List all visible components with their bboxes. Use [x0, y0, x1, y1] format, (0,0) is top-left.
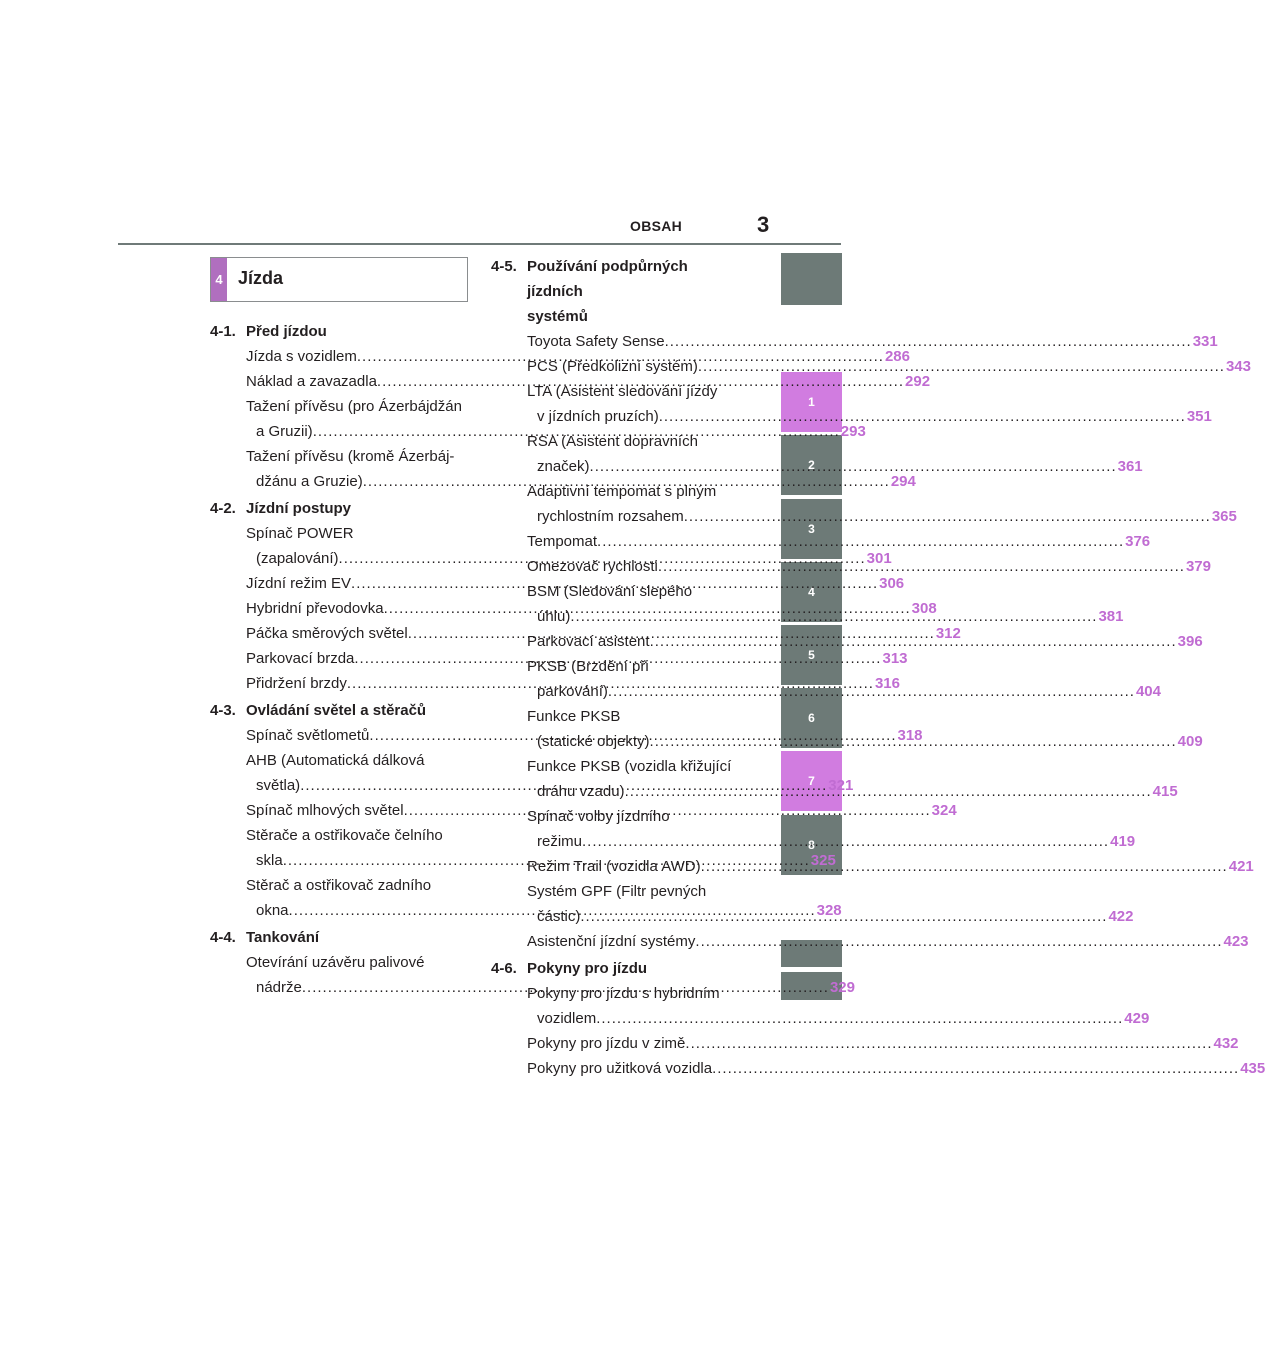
- chapter-tab-5[interactable]: 5: [781, 625, 842, 685]
- entry-page-number[interactable]: 286: [884, 348, 910, 365]
- entry-text: (zapalování): [256, 550, 339, 567]
- entry-text: RSA (Asistent dopravních: [527, 433, 698, 450]
- entry-text: Systém GPF (Filtr pevných: [527, 883, 707, 900]
- chapter-tab-6[interactable]: 6: [781, 688, 842, 748]
- entry-text: Spínač volby jízdního: [527, 808, 670, 825]
- entry-text: PKSB (Brzdění při: [527, 658, 649, 675]
- entry-text: (statické objekty): [537, 733, 650, 750]
- group-number: 4-1.: [210, 323, 236, 340]
- group-title: Před jízdou: [246, 323, 327, 340]
- entry-text: Adaptivní tempomat s plným: [527, 483, 717, 500]
- entry-page-number[interactable]: 343: [1225, 358, 1251, 375]
- dot-leader: [570, 608, 1097, 625]
- toc-entry[interactable]: [491, 1031, 1239, 1056]
- toc-group-heading[interactable]: [210, 496, 466, 521]
- chapter-tab-1[interactable]: 1: [781, 372, 842, 432]
- entry-page-number[interactable]: 318: [897, 727, 923, 744]
- entry-page-number[interactable]: 293: [840, 423, 866, 440]
- toc-entry[interactable]: [491, 1056, 1265, 1081]
- entry-text: Spínač mlhových světel: [246, 802, 404, 819]
- header-title: OBSAH: [630, 218, 683, 234]
- entry-text: Omezovač rychlosti: [527, 558, 658, 575]
- entry-text: značek): [537, 458, 590, 475]
- group-number: 4-6.: [491, 960, 517, 977]
- toc-entry[interactable]: [491, 529, 1151, 554]
- entry-page-number[interactable]: 435: [1240, 1060, 1265, 1077]
- entry-text: Pokyny pro užitková vozidla: [527, 1060, 713, 1077]
- group-title: [527, 254, 747, 329]
- dot-leader: [608, 683, 1135, 700]
- entry-page-number[interactable]: 328: [816, 902, 842, 919]
- entry-text: AHB (Automatická dálková: [246, 752, 425, 769]
- dot-leader: [582, 833, 1109, 850]
- dot-leader: [597, 533, 1124, 550]
- entry-text: Spínač POWER: [246, 525, 354, 542]
- entry-page-number[interactable]: 396: [1177, 633, 1203, 650]
- entry-text: Pokyny pro jízdu s hybridním: [527, 985, 720, 1002]
- group-number: 4-3.: [210, 702, 236, 719]
- dot-leader: [712, 1060, 1239, 1077]
- entry-page-number[interactable]: 361: [1117, 458, 1143, 475]
- entry-text: dráhu vzadu): [537, 783, 625, 800]
- entry-page-number[interactable]: 381: [1098, 608, 1124, 625]
- entry-text: okna: [256, 902, 289, 919]
- entry-page-number[interactable]: 321: [828, 777, 854, 794]
- entry-text: Funkce PKSB: [527, 708, 621, 725]
- dot-leader: [701, 858, 1228, 875]
- entry-text: Jízda s vozidlem: [246, 348, 357, 365]
- entry-text: Jízdní režim EV: [246, 575, 352, 592]
- dot-leader: [596, 1010, 1123, 1027]
- entry-text: Hybridní převodovka: [246, 600, 384, 617]
- toc-group-heading[interactable]: [210, 698, 466, 723]
- entry-text: režimu: [537, 833, 583, 850]
- entry-page-number[interactable]: 331: [1192, 333, 1218, 350]
- entry-page-number[interactable]: 316: [874, 675, 900, 692]
- entry-page-number[interactable]: 301: [866, 550, 892, 567]
- entry-text: Pokyny pro jízdu v zimě: [527, 1035, 686, 1052]
- page-number: 3: [757, 212, 770, 237]
- group-title: Jízdní postupy: [246, 500, 351, 517]
- entry-page-number[interactable]: 423: [1223, 933, 1249, 950]
- toc-entry[interactable]: [491, 929, 1249, 954]
- entry-text: parkování): [537, 683, 608, 700]
- entry-text: Režim Trail (vozidla AWD): [527, 858, 701, 875]
- entry-text: BSM (Sledování slepého: [527, 583, 693, 600]
- dot-leader: [665, 333, 1192, 350]
- entry-page-number[interactable]: 432: [1213, 1035, 1239, 1052]
- entry-text: PCS (Předkolizní systém): [527, 358, 698, 375]
- entry-text: Páčka směrových světel: [246, 625, 408, 642]
- section-header: [210, 257, 468, 302]
- entry-page-number[interactable]: 306: [879, 575, 905, 592]
- toc-group-heading[interactable]: [210, 319, 466, 344]
- group-number: 4-5.: [491, 258, 517, 275]
- entry-text: Tažení přívěsu (kromě Ázerbáj-: [246, 448, 455, 465]
- entry-text: Parkovací brzda: [246, 650, 355, 667]
- entry-text: Spínač světlometů: [246, 727, 370, 744]
- group-title-line: systémů: [527, 308, 588, 325]
- entry-text: nádrže: [256, 979, 302, 996]
- entry-text: Parkovací asistent: [527, 633, 650, 650]
- group-title-line: Používání podpůrných jízdních: [527, 258, 688, 300]
- chapter-tab-2[interactable]: 2: [781, 435, 842, 495]
- dot-leader: [658, 558, 1185, 575]
- entry-page-number[interactable]: 313: [882, 650, 908, 667]
- entry-text: Náklad a zavazadla: [246, 373, 377, 390]
- entry-page-number[interactable]: 294: [890, 473, 916, 490]
- toc-group-heading[interactable]: [491, 254, 747, 329]
- entry-page-number[interactable]: 324: [931, 802, 957, 819]
- group-title: Tankování: [246, 929, 320, 946]
- dot-leader: [684, 508, 1211, 525]
- dot-leader: [580, 908, 1107, 925]
- entry-text: Stěrač a ostřikovač zadního: [246, 877, 432, 894]
- entry-text: Stěrače a ostřikovače čelního: [246, 827, 443, 844]
- section-number: 4: [211, 258, 227, 301]
- entry-text: vozidlem: [537, 1010, 597, 1027]
- chapter-tab-8[interactable]: 8: [781, 815, 842, 875]
- dot-leader: [659, 408, 1186, 425]
- entry-page-number[interactable]: 308: [911, 600, 937, 617]
- entry-page-number[interactable]: 404: [1135, 683, 1161, 700]
- entry-page-number[interactable]: 422: [1108, 908, 1134, 925]
- entry-text: světla): [256, 777, 301, 794]
- entry-text: Tažení přívěsu (pro Ázerbájdžán: [246, 398, 462, 415]
- group-title: Ovládání světel a stěračů: [246, 702, 427, 719]
- entry-text: Funkce PKSB (vozidla křižující: [527, 758, 732, 775]
- dot-leader: [695, 933, 1222, 950]
- group-number: 4-2.: [210, 500, 236, 517]
- section-title: Jízda: [238, 268, 284, 288]
- dot-leader: [698, 358, 1225, 375]
- toc-group-heading[interactable]: [210, 925, 466, 950]
- entry-page-number[interactable]: 409: [1177, 733, 1203, 750]
- entry-text: Toyota Safety Sense: [527, 333, 665, 350]
- entry-page-number[interactable]: 325: [810, 852, 836, 869]
- entry-page-number[interactable]: 365: [1211, 508, 1237, 525]
- entry-text: Asistenční jízdní systémy: [527, 933, 696, 950]
- entry-page-number[interactable]: 351: [1186, 408, 1212, 425]
- header-rule: [118, 243, 841, 245]
- entry-text: v jízdních pruzích): [537, 408, 659, 425]
- group-number: 4-4.: [210, 929, 236, 946]
- dot-leader: [590, 458, 1117, 475]
- entry-text: Tempomat: [527, 533, 598, 550]
- entry-page-number[interactable]: 379: [1185, 558, 1211, 575]
- entry-page-number[interactable]: 415: [1152, 783, 1178, 800]
- entry-page-number[interactable]: 421: [1228, 858, 1254, 875]
- toc-group-heading[interactable]: [491, 956, 747, 981]
- entry-page-number[interactable]: 429: [1124, 1010, 1150, 1027]
- group-title: Pokyny pro jízdu: [527, 960, 648, 977]
- entry-page-number[interactable]: 292: [905, 373, 931, 390]
- side-tab-blank[interactable]: [781, 253, 842, 305]
- toc-entry[interactable]: [491, 329, 1218, 354]
- entry-text: a Gruzii): [256, 423, 313, 440]
- chapter-tab-3[interactable]: 3: [781, 499, 842, 559]
- chapter-tab-4[interactable]: 4: [781, 562, 842, 622]
- entry-page-number[interactable]: 329: [829, 979, 855, 996]
- entry-page-number[interactable]: 419: [1110, 833, 1136, 850]
- entry-text: Otevírání uzávěru palivové: [246, 954, 425, 971]
- entry-text: rychlostním rozsahem: [537, 508, 684, 525]
- dot-leader: [650, 733, 1177, 750]
- entry-page-number[interactable]: 376: [1125, 533, 1151, 550]
- entry-text: částic): [537, 908, 581, 925]
- dot-leader: [685, 1035, 1212, 1052]
- dot-leader: [625, 783, 1152, 800]
- entry-text: džánu a Gruzie): [256, 473, 363, 490]
- chapter-tab-7[interactable]: 7: [781, 751, 842, 811]
- dot-leader: [650, 633, 1177, 650]
- entry-text: úhlu): [537, 608, 571, 625]
- entry-page-number[interactable]: 312: [935, 625, 961, 642]
- entry-text: skla: [256, 852, 283, 869]
- entry-text: LTA (Asistent sledování jízdy: [527, 383, 718, 400]
- entry-text: Přidržení brzdy: [246, 675, 347, 692]
